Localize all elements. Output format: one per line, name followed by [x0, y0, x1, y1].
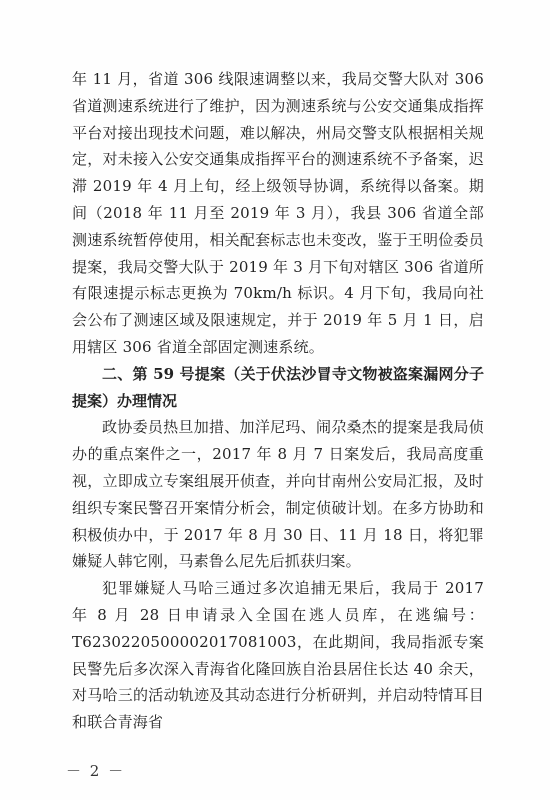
paragraph-case-investigation: 政协委员热旦加措、加洋尼玛、闹尕桑杰的提案是我局侦办的重点案件之一，2017 年 8 月 7 日案发后，我局高度重视，立即成立专案组展开侦查，并向甘南州公安局汇报，及时组织专案民警召开案情分析会，制定侦破计划。在多方协助和积极侦办中，于 2017 年 8 月 30 日、11 月 18 日，将犯罪嫌疑人韩它刚，马素鲁么尼先后抓获归案。: [72, 418, 484, 571]
section-heading-proposal-59: 二、第 59 号提案（关于伏法沙冒寺文物被盗案漏网分子提案）办理情况: [72, 364, 484, 410]
document-body: [72, 66, 484, 736]
paragraph-fugitive-pursuit: 犯罪嫌疑人马哈三通过多次追捕无果后，我局于 2017 年 8 月 28 日申请录入全国在逃人员库，在逃编号：T6230220500002017081003，在此期间，我局指派专案民警先后多次深入青海省化隆回族自治县居住长达 40 余天，对马哈三的活动轨迹及其动态进行分析研判，并启动特情耳目和联合青海省: [72, 579, 484, 732]
page-number: － 2 －: [66, 762, 126, 780]
paragraph-speed-system: 年 11 月，省道 306 线限速调整以来，我局交警大队对 306 省道测速系统进行了维护，因为测速系统与公安交通集成指挥平台对接出现技术问题，难以解决，州局交警支队根据相关规定，对未接入公安交通集成指挥平台的测速系统不予备案，迟滞 2019 年 4 月上旬，经上级领导协调，系统得以备案。期间（2018 年 11 月至 2019 年 3 月），我县 306 省道全部测速系统暂停使用，相关配套标志也未变改，鉴于王明俭委员提案，我局交警大队于 2019 年 3 月下旬对辖区 306 省道所有限速提示标志更换为 70km/h 标识。4 月下旬，我局向社会公布了测速区域及限速规定，并于 2019 年 5 月 1 日，启用辖区 306 省道全部固定测速系统。: [72, 70, 484, 356]
